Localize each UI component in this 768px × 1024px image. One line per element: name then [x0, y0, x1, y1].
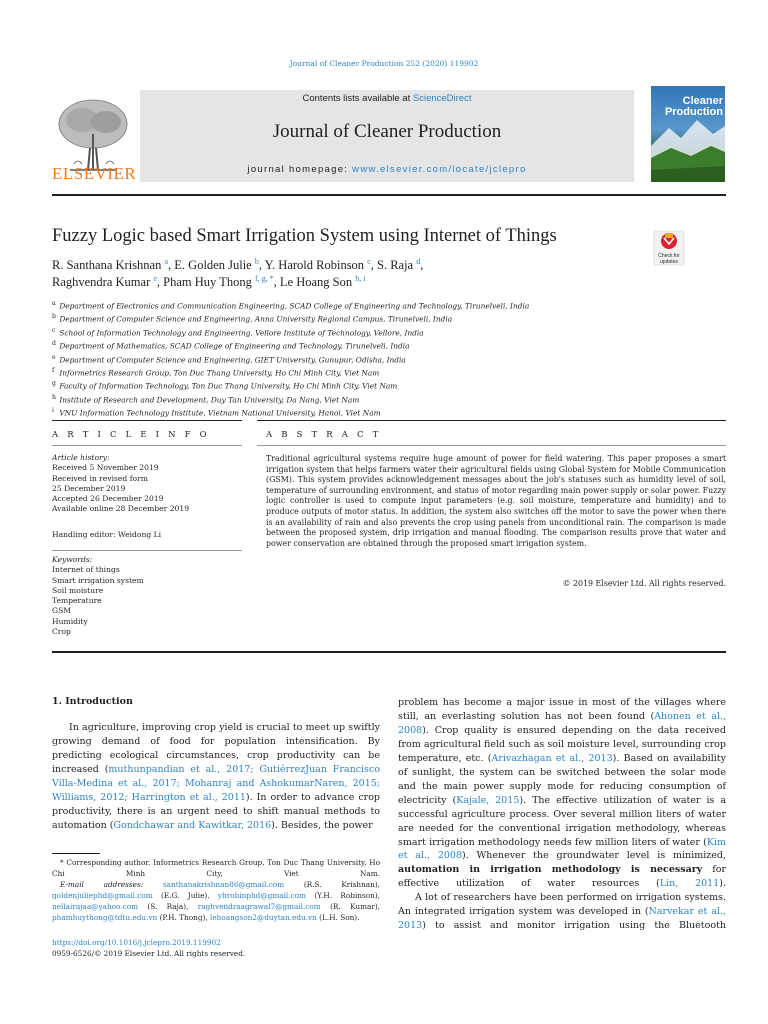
- abstract-rule: [257, 420, 726, 421]
- text-run: for effective utilization of water resources (: [398, 864, 726, 890]
- author-name: , Pham Huy Thong: [156, 275, 255, 290]
- keyword-items: [52, 565, 242, 637]
- homepage-link[interactable]: www.elsevier.com/locate/jclepro: [352, 164, 527, 175]
- article-history: [52, 453, 242, 515]
- affiliation-mark: d: [52, 340, 56, 348]
- intro-paragraph-1: [52, 721, 380, 833]
- affiliation: [52, 353, 652, 366]
- author-name: , E. Golden Julie: [168, 258, 255, 273]
- email-link[interactable]: goldenjuliephd@gmail.com: [52, 891, 153, 901]
- email-label: E-mail addresses:: [60, 880, 163, 890]
- intro-paragraph-3: [398, 891, 726, 933]
- affiliation-marker[interactable]: e: [153, 274, 157, 283]
- affiliation-marker[interactable]: c: [367, 257, 371, 266]
- affiliation: [52, 366, 652, 379]
- affiliation-text: Faculty of Information Technology, Ton Duc Thang University, Ho Chi Minh City, Viet Nam: [57, 381, 398, 391]
- doi-link[interactable]: https://doi.org/10.1016/j.jclepro.2019.119902: [52, 938, 221, 947]
- author-name: , S. Raja: [370, 258, 417, 273]
- affiliation-text: Institute of Research and Development, Duy Tan University, Da Nang, Viet Nam: [57, 395, 360, 405]
- affiliation-mark: b: [52, 313, 56, 321]
- citation-link[interactable]: Arivazhagan et al., 2013: [491, 752, 613, 764]
- history-entry: Accepted 26 December 2019: [52, 494, 164, 504]
- citation-link[interactable]: Lin, 2011: [659, 878, 720, 890]
- text-run: ). In order to advance crop productivity, there is an urgent need to shift manual methods to automation (: [52, 791, 380, 831]
- history-items: [52, 463, 242, 514]
- keyword: Soil moisture: [52, 585, 104, 595]
- body-column-left: [52, 721, 380, 833]
- cover-title-2: Production: [664, 106, 723, 118]
- text-run: ). Whenever the groundwater level is minimized,: [462, 850, 726, 862]
- email-link[interactable]: yhrobinphd@gmail.com: [217, 891, 306, 901]
- text-run: ). The effective utilization of water is a successful agriculture process. Over several million liters of water are needed for the conventional irrigation methodology, whereas smart irrigation methodology needs few million liters of water (: [398, 794, 726, 848]
- emphasis: automation in irrigation methodology is necessary: [398, 864, 703, 876]
- article-info-heading: A R T I C L E I N F O: [52, 430, 210, 440]
- affiliation: [52, 339, 652, 352]
- affiliation-marker[interactable]: h, i: [355, 274, 366, 283]
- front-matter-rule: [52, 651, 726, 653]
- keyword: Temperature: [52, 596, 102, 606]
- abstract-subrule: [257, 445, 726, 446]
- text-run: ) to assist and monitor irrigation using the Bluetooth: [422, 920, 726, 932]
- journal-citation[interactable]: Journal of Cleaner Production 252 (2020) 119902: [289, 59, 479, 68]
- affiliation-mark: a: [52, 300, 56, 307]
- email-link[interactable]: nellairajaa@yahoo.com: [52, 902, 139, 912]
- citation-link[interactable]: muthunpandian et al., 2017; GutiérrezJuan Francisco Villa-Medina et al., 2017; Mohanraj and AshokumarNaren, 2015; Williams, 2012; Harrington et al., 2011: [52, 763, 380, 803]
- author-name: R. Santhana Krishnan: [52, 258, 165, 273]
- sciencedirect-link[interactable]: ScienceDirect: [412, 93, 472, 104]
- journal-masthead: [140, 90, 634, 182]
- text-run: A lot of researchers have been performed on irrigation systems. An integrated irrigation system was developed in (: [398, 892, 726, 918]
- email-owner: (Y.H. Robinson),: [305, 891, 380, 901]
- affiliation-text: Department of Mathematics, SCAD College of Engineering and Technology, Tirunelveli, India: [57, 341, 410, 351]
- text-run: problem has become a major issue in most of the villages where still, an everlasting solution has not been found (: [398, 697, 726, 722]
- citation-link[interactable]: Narvekar et al., 2013: [398, 906, 726, 932]
- abstract-copyright: © 2019 Elsevier Ltd. All rights reserved.: [562, 579, 726, 588]
- keyword: Smart irrigation system: [52, 575, 144, 585]
- citation-link[interactable]: Kim et al., 2008: [398, 836, 726, 862]
- journal-title: Journal of Cleaner Production: [272, 121, 502, 142]
- contents-prefix: Contents lists available at: [302, 93, 413, 104]
- affiliation-text: School of Information Technology and Engineering, Vellore Institute of Technology, Vellore, India: [57, 328, 424, 338]
- handling-editor: Handling editor: Weidong Li: [52, 530, 162, 539]
- header-rule: [52, 194, 726, 196]
- affiliation-marker[interactable]: f, g, *: [254, 274, 274, 283]
- keyword: Crop: [52, 627, 71, 637]
- affiliation-mark: g: [52, 380, 56, 388]
- history-entry: Available online 28 December 2019: [52, 504, 190, 514]
- affiliation-text: Informetrics Research Group, Ton Duc Thang University, Ho Chi Minh City, Viet Nam: [57, 368, 380, 378]
- keyword: GSM: [52, 606, 72, 616]
- article-info-subrule: [52, 445, 242, 446]
- abstract-text: Traditional agricultural systems require huge amount of power for field watering. This paper proposes a smart irrigation system that helps farmers water their agricultural fields using Global System for Mobile Communication (GSM). This system provides acknowledgement messages about the job's statuses such as humidity level of soil, temperature of surrounding environment, and status of motor regarding main power supply or solar power. Fuzzy logic controller is used to compute input parameters (e.g. soil moisture, temperature and humidity) and to produce outputs of motor status. In addition, the system also switches off the motor to save the power when there is an availability of rain and also prevents the crop using panels from unconditional rain. The comparison is made between the proposed system, drip irrigation and manual flooding. The comparison results prove that water and power conservation are obtained through the proposed smart irrigation system.: [266, 454, 726, 548]
- affiliation-text: Department of Electronics and Communication Engineering, SCAD College of Engineering and Technology, Tirunelveli, India: [57, 301, 530, 311]
- keyword: Internet of things: [52, 565, 120, 575]
- author-name: ,: [420, 258, 424, 273]
- history-entry: Received in revised form: [52, 473, 148, 483]
- introduction-heading: 1. Introduction: [52, 696, 133, 707]
- article-title: Fuzzy Logic based Smart Irrigation System using Internet of Things: [52, 226, 557, 246]
- affiliation: [52, 312, 652, 325]
- text-run: ).: [719, 878, 726, 890]
- affiliation-marker[interactable]: a: [164, 257, 169, 266]
- affiliation: [52, 299, 652, 312]
- crossmark-label[interactable]: Check for updates: [658, 253, 680, 265]
- affiliation-text: Department of Computer Science and Engineering, GIET University, Gunupur, Odisha, India: [57, 354, 406, 364]
- corresponding-author-note: * Corresponding author. Informetrics Research Group, Ton Duc Thang University, Ho Chi Minh City, Viet Nam.: [52, 858, 380, 879]
- keywords-label: Keywords:: [52, 555, 93, 564]
- email-owner: (S. Raja),: [138, 902, 198, 912]
- affiliation-mark: f: [52, 366, 55, 374]
- affiliation-marker[interactable]: d: [416, 257, 421, 266]
- affiliation-mark: c: [52, 326, 56, 334]
- affiliation-mark: h: [52, 393, 56, 401]
- citation-link[interactable]: Ahonen et al., 2008: [398, 710, 727, 736]
- footnotes: [52, 857, 380, 924]
- email-addresses: [52, 879, 380, 923]
- email-link[interactable]: lehoangson2@duytan.edu.vn: [209, 913, 317, 923]
- affiliation: [52, 379, 652, 392]
- article-info-rule: [52, 420, 242, 421]
- author-name: , Le Hoang Son: [273, 275, 356, 290]
- email-owner: (R. Kumar),: [320, 902, 381, 912]
- text-run: ). Based on availability of sunlight, the system can be switched between the solar mode and the main power supply mode for reducing consumption of electricity (: [398, 752, 726, 806]
- authors-line-2: [52, 274, 365, 290]
- keywords-block: [52, 555, 242, 637]
- affiliation: [52, 406, 652, 419]
- email-link[interactable]: phamhuythong@tdtu.edu.vn: [52, 913, 158, 923]
- intro-paragraph-2: [398, 696, 726, 891]
- affiliation-text: VNU Information Technology Institute, Vietnam National University, Hanoi, Viet Nam: [57, 408, 381, 418]
- affiliation-mark: e: [52, 353, 56, 361]
- email-owner: (E.G. Julie),: [152, 891, 218, 901]
- affiliation-mark: i: [52, 407, 54, 414]
- email-owner: (R.S. Krishnan),: [284, 880, 380, 890]
- email-owner: (L.H. Son).: [316, 913, 360, 923]
- history-entry: Received 5 November 2019: [52, 463, 159, 473]
- cover-title-1: Cleaner: [682, 95, 723, 107]
- email-owner: (P.H. Thong),: [157, 913, 210, 923]
- text-run: ). Besides, the power: [271, 819, 373, 831]
- authors-line-1: [52, 257, 423, 273]
- keyword: Humidity: [52, 616, 88, 626]
- elsevier-wordmark: ELSEVIER: [52, 164, 137, 183]
- issn-line: 0959-6526/© 2019 Elsevier Ltd. All rights reserved.: [52, 949, 246, 958]
- history-label: Article history:: [52, 453, 110, 462]
- body-column-right: [398, 696, 726, 933]
- abstract-heading: A B S T R A C T: [266, 430, 382, 440]
- email-link[interactable]: raghvendraagrawal7@gmail.com: [197, 902, 321, 912]
- affiliations-list: [52, 299, 652, 419]
- citation-link[interactable]: Kajale, 2015: [456, 794, 520, 806]
- contents-line: [140, 93, 634, 104]
- homepage-line: [140, 164, 634, 175]
- affiliation-marker[interactable]: b: [254, 257, 259, 266]
- affiliation: [52, 393, 652, 406]
- journal-cover-image[interactable]: [651, 86, 725, 182]
- text-run: In agriculture, improving crop yield is crucial to meet up swiftly growing demand of food for population intensification. By predicting ecological circumstances, crop productivity can be increased (: [52, 722, 380, 775]
- history-entry: 25 December 2019: [52, 483, 126, 493]
- author-name: Raghvendra Kumar: [52, 275, 154, 290]
- email-link[interactable]: santhanakrishnan86@gmail.com: [162, 880, 285, 890]
- keywords-rule: [52, 550, 242, 551]
- footnote-rule: [52, 853, 100, 854]
- text-run: ). Crop quality is ensured depending on the data received from agricultural field such as soil moisture level, surrounding crop temperature, etc. (: [398, 724, 726, 764]
- affiliation-text: Department of Computer Science and Engineering, Anna University Regional Campus, Tirunelveli, India: [57, 314, 453, 324]
- homepage-prefix: journal homepage:: [247, 164, 353, 175]
- author-name: , Y. Harold Robinson: [258, 258, 368, 273]
- affiliation: [52, 326, 652, 339]
- citation-link[interactable]: Gondchawar and Kawitkar, 2016: [113, 819, 272, 831]
